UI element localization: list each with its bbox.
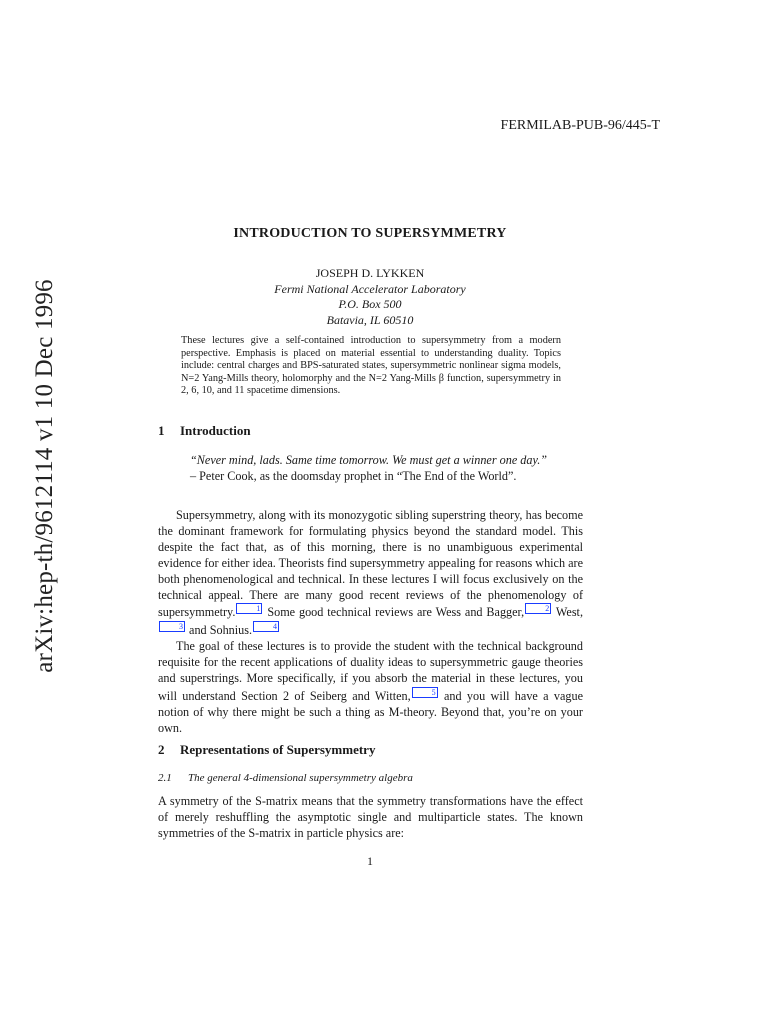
abstract: These lectures give a self-contained introduction to supersymmetry from a modern perspective. Emphasis is placed on material essential to understanding duality. Topics include: central charges and BPS-saturated states, supersymmetric nonlinear sigma models, N=2 Yang-Mills theory, holomorphy and the N=2 Yang-Mills β function, supersymmetry in 2, 6, 10, and 11 spacetime dimensions. — [181, 335, 561, 397]
author-block — [0, 266, 740, 328]
citation-link[interactable]: 5 — [412, 687, 438, 698]
author-name: JOSEPH D. LYKKEN — [315, 266, 425, 280]
arxiv-identifier: arXiv:hep-th/9612114 v1 10 Dec 1996 — [31, 279, 58, 673]
subsection-2-1-title: The general 4-dimensional supersymmetry algebra — [188, 772, 413, 784]
section-1-number: 1 — [158, 423, 165, 438]
section-1-paragraph-1: Supersymmetry, along with its monozygotic sibling superstring theory, has become the dominant framework for formulating physics beyond the standard model. This despite the fact that, as of this morning, there is no unambiguous experimental evidence for either idea. Theorists find supersymmetry appealing for reasons which are both phenomenological and technical. In these lectures I will focus exclusively on the technical appeal. There are many good recent reviews of the phenomenology of supersymmetry. 1 Some good technical reviews are Wess and Bagger, 2 West,3 and Sohnius. 4 — [158, 508, 583, 638]
section-2-number: 2 — [158, 742, 165, 757]
section-1-heading — [158, 423, 251, 439]
epigraph — [190, 452, 555, 484]
epigraph-quote: “Never mind, lads. Same time tomorrow. We must get a winner one day.” — [190, 453, 548, 467]
section-2-heading — [158, 742, 375, 758]
citation-link[interactable]: 1 — [236, 603, 262, 614]
epigraph-attribution: – Peter Cook, as the doomsday prophet in “The End of the World”. — [190, 469, 517, 483]
report-number: FERMILAB-PUB-96/445-T — [500, 118, 660, 133]
subsection-2-1-paragraph: A symmetry of the S-matrix means that the symmetry transformations have the effect of merely reshuffling the asymptotic single and multiparticle states. The known symmetries of the S-matrix in particle physics are: — [158, 794, 583, 840]
subsection-2-1-number: 2.1 — [158, 772, 172, 784]
page-number: 1 — [367, 854, 373, 868]
author-affiliation: Fermi National Accelerator Laboratory — [274, 281, 466, 296]
paper-title: INTRODUCTION TO SUPERSYMMETRY — [233, 226, 507, 241]
citation-link[interactable]: 3 — [159, 621, 185, 632]
section-1-paragraph-2: The goal of these lectures is to provide the student with the technical background requisite for the recent applications of duality ideas to supersymmetric gauge theories and superstrings. More specifically, if you absorb the material in these lectures, you will understand Section 2 of Seiberg and Witten, 5 and you will have a vague notion of why there might be such a thing as M-theory. Beyond that, you’re on your own. — [158, 639, 583, 735]
subsection-2-1-body — [158, 794, 583, 842]
subsection-2-1-heading — [158, 772, 413, 784]
citation-link[interactable]: 2 — [525, 603, 551, 614]
section-1-title: Introduction — [180, 423, 251, 438]
author-address-line1: P.O. Box 500 — [338, 297, 402, 311]
section-1-body — [158, 508, 583, 737]
citation-link[interactable]: 4 — [253, 621, 279, 632]
author-address-line2: Batavia, IL 60510 — [326, 312, 414, 327]
section-2-title: Representations of Supersymmetry — [180, 742, 376, 757]
arxiv-stamp — [0, 266, 90, 686]
